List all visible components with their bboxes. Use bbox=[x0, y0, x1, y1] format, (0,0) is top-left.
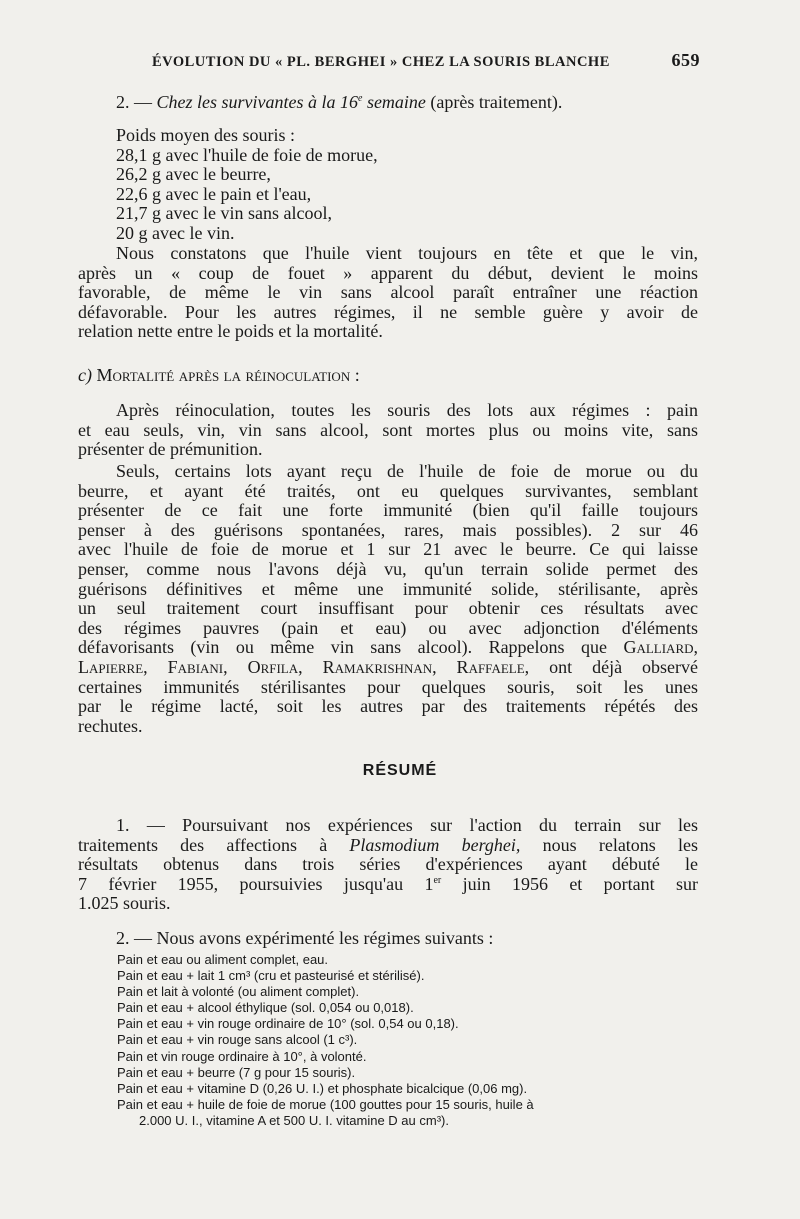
text-line: Lapierre, Fabiani, Orfila, Ramakrishnan, Raffaele, ont déjà observé bbox=[78, 656, 699, 677]
section-c-heading bbox=[78, 366, 698, 386]
diet-item: Pain et eau + lait 1 cm³ (cru et pasteurisé et stérilisé). bbox=[117, 968, 425, 984]
section-2-paragraph bbox=[78, 244, 698, 342]
weights-block bbox=[78, 126, 698, 244]
text-line: Après réinoculation, toutes les souris des lots aux régimes : pain bbox=[116, 400, 698, 420]
weights-title: Poids moyen des souris : bbox=[116, 125, 296, 145]
text-line: un seul traitement court insuffisant pour obtenir ces résultats avec bbox=[78, 598, 698, 619]
heading-number: 2. — bbox=[116, 92, 152, 112]
diet-item: Pain et eau ou aliment complet, eau. bbox=[117, 952, 329, 967]
text-line: résultats obtenus dans trois séries d'expériences ayant débuté le bbox=[78, 854, 698, 875]
text-line: Seuls, certains lots ayant reçu de l'huile de foie de morue ou du bbox=[116, 461, 698, 481]
heading-rest: (après traitement). bbox=[430, 92, 563, 112]
diet-list bbox=[117, 952, 697, 1129]
text-line: guérisons définitives et même une immunité solide, stérilisante, après bbox=[78, 578, 698, 599]
text-line: 1.025 souris. bbox=[78, 893, 171, 914]
resume-paragraph-1 bbox=[78, 816, 698, 914]
author-name: Galliard, bbox=[623, 637, 698, 658]
diet-item: 2.000 U. I., vitamine A et 500 U. I. vitamine D au cm³). bbox=[139, 1112, 449, 1128]
diet-item: Pain et eau + beurre (7 g pour 15 souris). bbox=[117, 1064, 356, 1080]
page-number: 659 bbox=[671, 50, 700, 70]
text-line: des régimes pauvres (pain et eau) ou avec adjonction d'éléments bbox=[78, 617, 698, 638]
weight-line: 20 g avec le vin. bbox=[116, 222, 235, 243]
text-line: par le régime lacté, soit les autres par des traitements répétés des bbox=[78, 696, 698, 717]
resume-title: RÉSUMÉ bbox=[362, 762, 438, 779]
section-c-title: Mortalité après la réinoculation : bbox=[96, 365, 360, 385]
text-line: beurre, et ayant été traités, ont eu quelques survivantes, semblant bbox=[78, 480, 698, 501]
text-line: traitements des affections à Plasmodium berghei, nous relatons les bbox=[78, 834, 699, 855]
diet-item: Pain et eau + vitamine D (0,26 U. I.) et phosphate bicalcique (0,06 mg). bbox=[117, 1080, 528, 1096]
section-c-paragraph-1 bbox=[78, 401, 698, 460]
text-line: 1. — Poursuivant nos expériences sur l'action du terrain sur les bbox=[116, 815, 698, 835]
diet-item: Pain et vin rouge ordinaire à 10°, à volonté. bbox=[117, 1048, 367, 1064]
text-line: 7 février 1955, poursuivies jusqu'au 1er juin 1956 et portant sur bbox=[78, 873, 698, 894]
text-line: Nous constatons que l'huile vient toujours en tête et que le vin, bbox=[116, 243, 698, 263]
text-line: et eau seuls, vin, vin sans alcool, sont mortes plus ou moins vite, sans bbox=[78, 419, 698, 440]
species-name: Plasmodium berghei, bbox=[349, 834, 521, 855]
heading-italic: Chez les survivantes à la 16e semaine bbox=[156, 92, 426, 112]
section-c-paragraph-2 bbox=[78, 462, 698, 736]
weight-line: 26,2 g avec le beurre, bbox=[116, 164, 271, 185]
text-line: penser, comme nous l'avons déjà vu, qu'un terrain solide permet des bbox=[78, 558, 698, 579]
weight-line: 21,7 g avec le vin sans alcool, bbox=[116, 203, 332, 224]
diet-item: Pain et eau + vin rouge sans alcool (1 c³). bbox=[117, 1032, 358, 1048]
text-line: favorable, de même le vin sans alcool paraît entraîner une réaction bbox=[78, 282, 698, 303]
text-line: rechutes. bbox=[78, 715, 143, 736]
section-c-label: c) bbox=[78, 365, 92, 385]
text-line: défavorable. Pour les autres régimes, il ne semble guère y avoir de bbox=[78, 301, 698, 322]
diet-item: Pain et eau + alcool éthylique (sol. 0,054 ou 0,018). bbox=[117, 1000, 414, 1016]
section-2-heading bbox=[78, 93, 698, 113]
diet-item: Pain et eau + vin rouge ordinaire de 10° (sol. 0,54 ou 0,18). bbox=[117, 1016, 459, 1032]
weight-line: 28,1 g avec l'huile de foie de morue, bbox=[116, 144, 378, 165]
weight-line: 22,6 g avec le pain et l'eau, bbox=[116, 183, 312, 204]
text-line: avec l'huile de foie de morue et 1 sur 21 avec le beurre. Ce qui laisse bbox=[78, 539, 698, 560]
running-title: ÉVOLUTION DU « PL. BERGHEI » CHEZ LA SOURIS BLANCHE bbox=[152, 54, 610, 70]
text-line: 2. — Nous avons expérimenté les régimes suivants : bbox=[116, 928, 494, 948]
diet-item: Pain et lait à volonté (ou aliment complet). bbox=[117, 984, 360, 1000]
text-line: penser à des guérisons spontanées, rares, mais possibles). 2 sur 46 bbox=[78, 519, 698, 540]
resume-paragraph-2 bbox=[78, 929, 698, 949]
text-line: défavorisants (vin ou même vin sans alcool). Rappelons que Galliard, bbox=[78, 637, 698, 658]
text-line: après un « coup de fouet » apparent du début, devient le moins bbox=[78, 262, 698, 283]
text-line: présenter de prémunition. bbox=[78, 439, 263, 460]
author-names: Lapierre, Fabiani, Orfila, Ramakrishnan, Raffaele, bbox=[78, 656, 530, 677]
text-line: certaines immunités stérilisantes pour quelques souris, soit les unes bbox=[78, 676, 698, 697]
text-line: présenter de ce fait une forte immunité (bien qu'il faille toujours bbox=[78, 500, 698, 521]
diet-item: Pain et eau + huile de foie de morue (100 gouttes pour 15 souris, huile à bbox=[117, 1096, 534, 1112]
text-line: relation nette entre le poids et la mortalité. bbox=[78, 321, 383, 342]
